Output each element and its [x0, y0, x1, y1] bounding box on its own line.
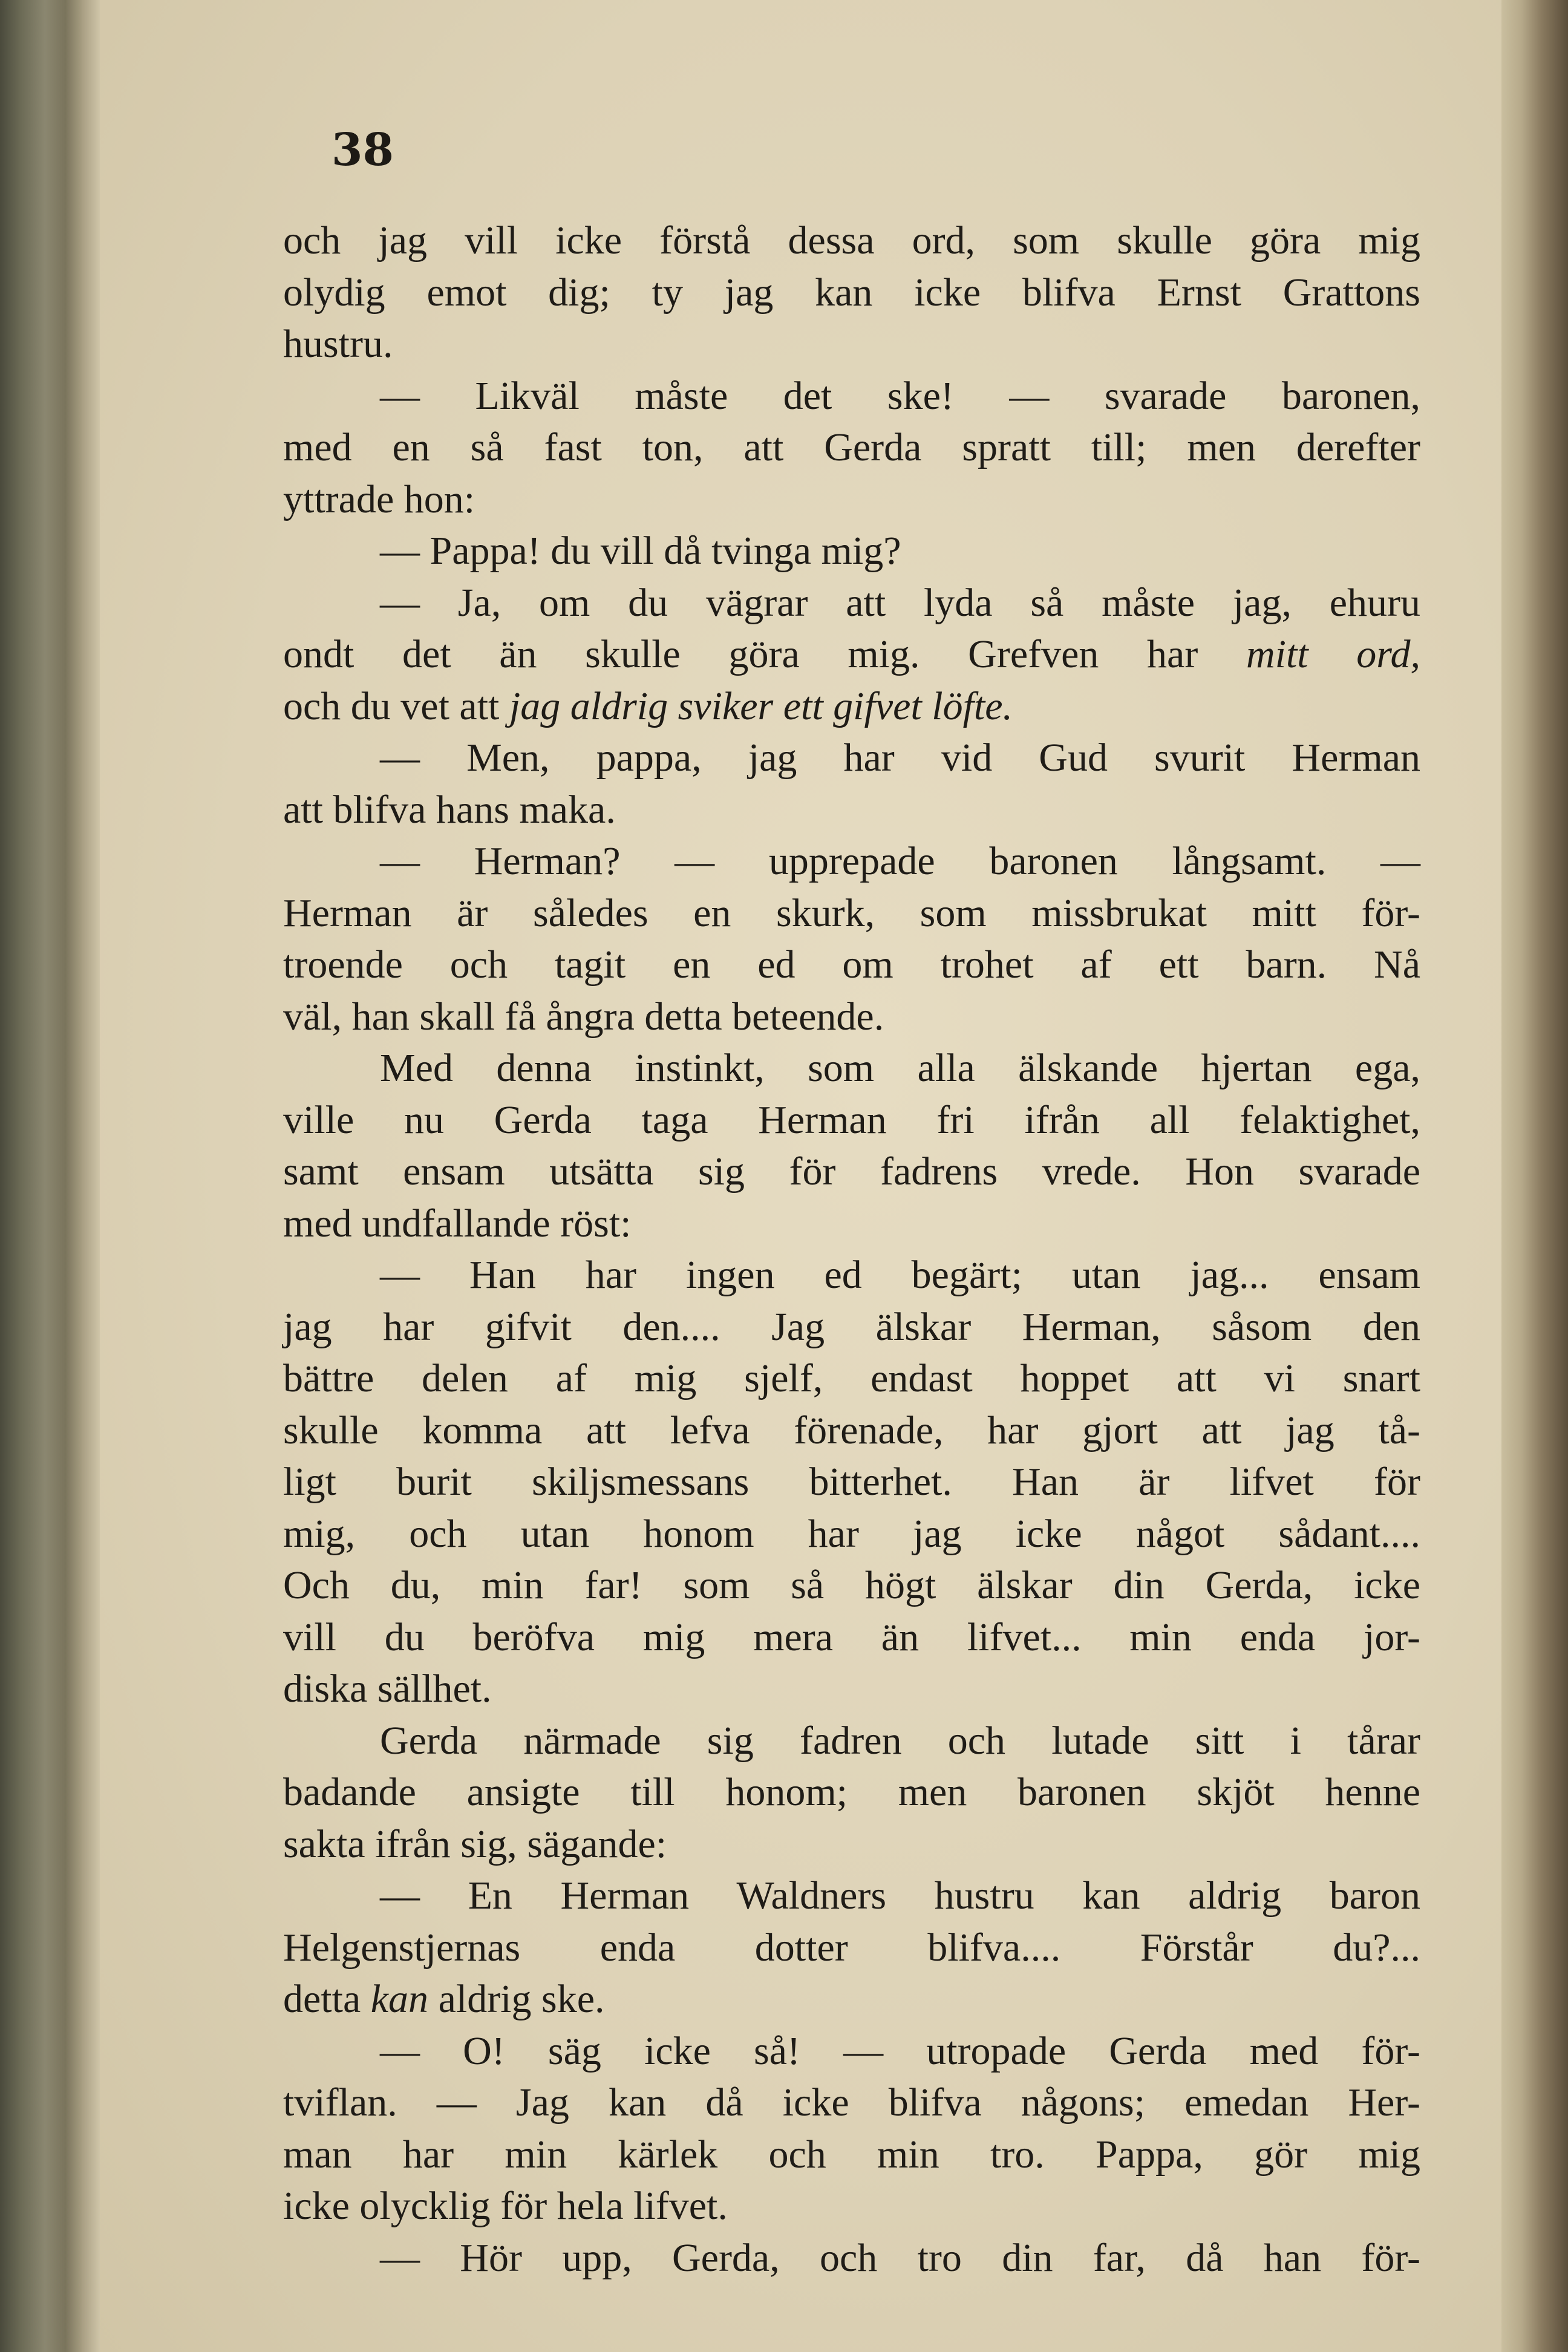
text-line: hustru. [283, 322, 393, 366]
text-line: icke olycklig för hela lifvet. [283, 2184, 728, 2228]
text-line: Och du, min far! som så högt älskar din Gerda, icke [283, 1563, 1420, 1607]
text-line: bättre delen af mig sjelf, endast hoppet att vi snart [283, 1356, 1420, 1400]
book-gutter [0, 0, 82, 2352]
text-line: — Likväl måste det ske! — svarade baronen, [380, 373, 1420, 418]
text-line: vill du beröfva mig mera än lifvet... min enda jor- [283, 1615, 1420, 1659]
text-line: väl, han skall få ångra detta beteende. [283, 994, 884, 1039]
text-line: detta kan aldrig ske. [283, 1977, 605, 2021]
text-line: mig, och utan honom har jag icke något sådant.... [283, 1511, 1420, 1556]
text-line: — Ja, om du vägrar att lyda så måste jag, ehuru [380, 580, 1420, 625]
text-line: ville nu Gerda taga Herman fri ifrån all felaktighet, [283, 1097, 1420, 1142]
text-line: samt ensam utsätta sig för fadrens vrede. Hon svarade [283, 1149, 1420, 1194]
text-line: badande ansigte till honom; men baronen skjöt henne [283, 1770, 1420, 1814]
text-line: med undfallande röst: [283, 1201, 632, 1246]
text-line: ondt det än skulle göra mig. Grefven har mitt ord, [283, 632, 1420, 676]
text-line: sakta ifrån sig, sägande: [283, 1821, 667, 1866]
text-line: att blifva hans maka. [283, 787, 616, 832]
text-line: med en så fast ton, att Gerda spratt till; men derefter [283, 425, 1420, 469]
text-line: ligt burit skiljsmessans bitterhet. Han är lifvet för [283, 1460, 1420, 1504]
text-line: Helgenstjernas enda dotter blifva.... Förstår du?... [283, 1925, 1420, 1970]
text-line: — Han har ingen ed begärt; utan jag... ensam [380, 1253, 1420, 1297]
page-number: 38 [332, 124, 394, 176]
text-line: yttrade hon: [283, 477, 475, 521]
text-line: — Herman? — upprepade baronen långsamt. — [380, 839, 1420, 883]
text-line: troende och tagit en ed om trohet af ett barn. Nå [283, 942, 1420, 987]
text-line: Gerda närmade sig fadren och lutade sitt i tårar [380, 1718, 1420, 1763]
text-line: och du vet att jag aldrig sviker ett gifvet löfte. [283, 684, 1013, 728]
body-text [283, 215, 1420, 2284]
text-line: — Hör upp, Gerda, och tro din far, då han för- [380, 2235, 1420, 2280]
text-line: — Pappa! du vill då tvinga mig? [380, 529, 901, 573]
text-line: diska sällhet. [283, 1667, 492, 1711]
text-line: — Men, pappa, jag har vid Gud svurit Herman [380, 736, 1420, 780]
text-line: Med denna instinkt, som alla älskande hjertan ega, [380, 1046, 1420, 1090]
text-line: jag har gifvit den.... Jag älskar Herman, såsom den [283, 1304, 1420, 1349]
text-line: — En Herman Waldners hustru kan aldrig baron [380, 1873, 1420, 1918]
text-line: — O! säg icke så! — utropade Gerda med för- [380, 2028, 1420, 2073]
text-line: skulle komma att lefva förenade, har gjort att jag tå- [283, 1408, 1420, 1452]
page-stack-edge [1501, 0, 1568, 2352]
text-line: tviflan. — Jag kan då icke blifva någons; emedan Her- [283, 2080, 1420, 2125]
text-line: och jag vill icke förstå dessa ord, som skulle göra mig [283, 218, 1420, 263]
text-line: olydig emot dig; ty jag kan icke blifva Ernst Grattons [283, 270, 1420, 315]
text-line: Herman är således en skurk, som missbrukat mitt för- [283, 890, 1420, 935]
text-line: man har min kärlek och min tro. Pappa, gör mig [283, 2132, 1420, 2177]
page-inner-edge [82, 0, 100, 2352]
